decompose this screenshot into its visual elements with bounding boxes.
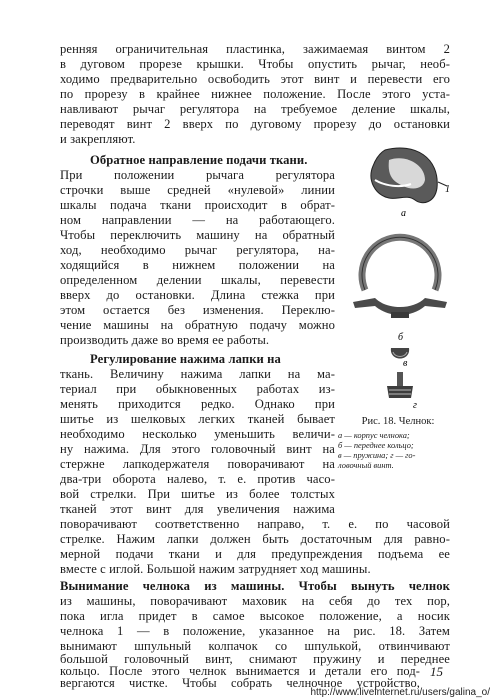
text-line: большой головочный винт, снимают пружину и переднее [60, 652, 450, 666]
text-line: переводят винт 2 вверх по дуговому прорезу до остановки [60, 117, 450, 131]
text-line: ном направлении — на работающего. [60, 213, 335, 227]
figure-legend [338, 431, 458, 471]
section-heading-reverse-feed: Обратное направление подачи ткани. [90, 153, 308, 167]
text-line: менять приходится редко. Однако при [60, 397, 335, 411]
text-line: строчки выше средней «нулевой» линии [60, 183, 335, 197]
text-line: Чтобы переключить машину на обратный [60, 228, 335, 242]
figure-label-a: а [401, 208, 406, 219]
text-line: вместе с иглой. Большой нажим затрудняет ход машины. [60, 562, 371, 576]
section-heading-shuttle-removal: Вынимание челнока из машины. Чтобы вынуть челнок [60, 579, 450, 593]
text-line: ткань. Величину нажима лапки на ма- [60, 367, 335, 381]
footer-url: http://www.liveinternet.ru/users/galina_o/ [310, 687, 490, 698]
text-line: в дуговом прорезе крышки. Чтобы опустить рычаг, необ- [60, 57, 450, 71]
text-line: поворачивают соответственно направо, т. е. по часовой [60, 517, 450, 531]
text-line: стержне лапкодержателя поворачивают на [60, 457, 335, 471]
front-ring-drawing [353, 237, 447, 318]
shuttle-body-drawing [371, 148, 447, 203]
text-line: из машины, поворачивают маховик на себя до тех пор, [60, 594, 450, 608]
text-line: вой стрелки. При шитье из более толстых [60, 487, 335, 501]
spring-drawing [391, 348, 409, 359]
text-line: навливают рычаг регулятора на требуемое деление шкалы, [60, 102, 450, 116]
text-line: кольцо. После этого челнок вынимается и детали его под- [60, 664, 420, 678]
figure-caption: Рис. 18. Челнок: [361, 416, 435, 427]
figure-label-1: 1 [445, 184, 450, 195]
text-line: ну нажима. Для этого головочный винт на [60, 442, 335, 456]
text-line: мерной подачи ткани и для предупреждения подъема ее [60, 547, 450, 561]
text-line: шкалы подача ткани происходит в обрат- [60, 198, 335, 212]
text-line: ренняя ограничительная пластинка, зажимаемая винтом 2 [60, 42, 450, 56]
figure-label-v: в [403, 358, 408, 369]
text-line: шитье из шелковых легких тканей бывает [60, 412, 335, 426]
text-line: этом остается без изменения. Переклю- [60, 303, 335, 317]
text-line: необходимо несколько уменьшить величи- [60, 427, 335, 441]
head-screw-drawing [387, 372, 413, 398]
figure-label-b: б [398, 332, 404, 343]
text-line: и закрепляют. [60, 132, 136, 146]
shuttle-exploded-figure [345, 140, 455, 415]
section-heading-presser-foot: Регулирование нажима лапки на [90, 352, 281, 366]
text-line: териал при обыкновенных работах из- [60, 382, 335, 396]
text-line: ходящийся в нижнем положении на [60, 258, 335, 272]
text-line: тканей этот винт для увеличения нажима [60, 502, 335, 516]
text-line: ход, необходимо рычаг регулятора, на- [60, 243, 335, 257]
figure-legend-item: б — переднее кольцо; [338, 441, 414, 450]
text-line: вверх до остановки. Длина стежка при [60, 288, 335, 302]
figure-legend-item: ловочный винт. [338, 461, 394, 470]
text-line: ходимо предварительно освободить этот винт и перевести его [60, 72, 450, 86]
figure-legend-item: в — пружина; г — го- [338, 451, 416, 460]
text-line: два-три оборота налево, т. е. против часо- [60, 472, 335, 486]
text-line: вынимают шпульный колпачок со шпулькой, отвинчивают [60, 639, 450, 653]
text-line: пока игла придет в самое высокое положение, а носик [60, 609, 450, 623]
text-line: При положении рычага регулятора [60, 168, 335, 182]
text-line: по прорезу в крайнее нижнее положение. После этого уста- [60, 87, 450, 101]
figure-legend-item: а — корпус челнока; [338, 431, 410, 440]
text-line: определенном делении шкалы, перевести [60, 273, 335, 287]
text-line: производить даже во время ее работы. [60, 333, 270, 347]
text-line: челнока 1 — в положение, указанное на рис. 18. Затем [60, 624, 450, 638]
page-number: 15 [430, 664, 443, 679]
figure-label-g: г [413, 400, 417, 411]
text-line: стрелке. Нажим лапки должен быть достаточным для равно- [60, 532, 450, 546]
text-line: вергаются чистке. Чтобы собрать челночное устройство, [60, 676, 420, 690]
text-line: чение машины на обратную подачу можно [60, 318, 335, 332]
